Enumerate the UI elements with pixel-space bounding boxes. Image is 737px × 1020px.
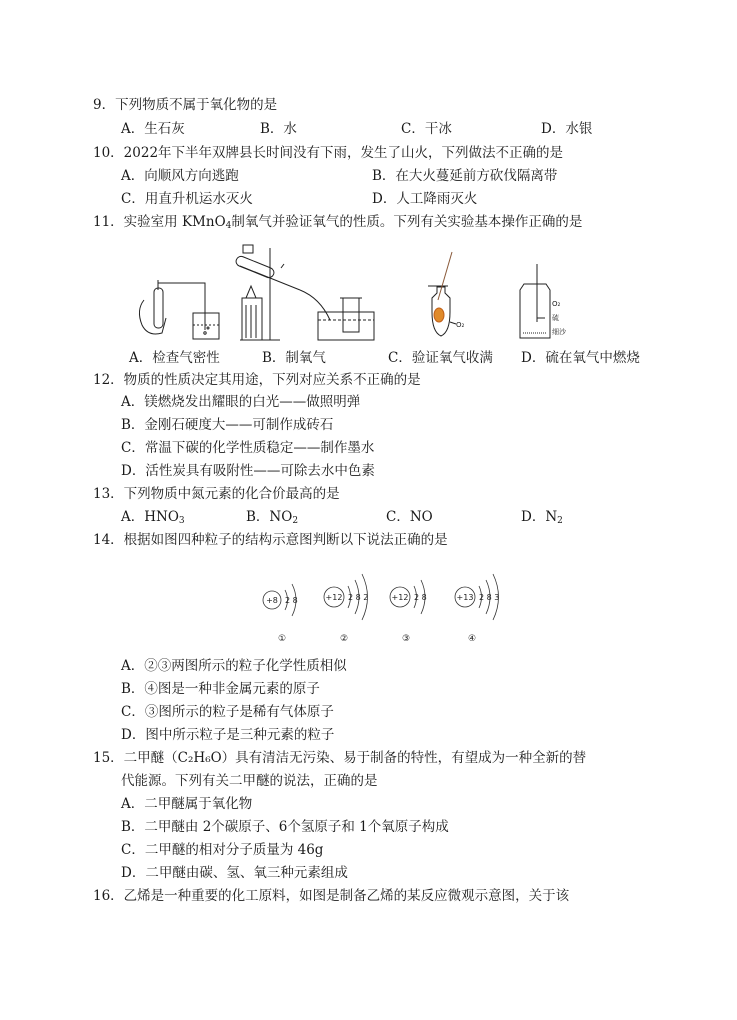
q13-option-b: B．$NO_2$ [246, 509, 299, 526]
particle-2-nucleus: +12 [325, 593, 343, 602]
q12-option-d: D．活性炭具有吸附性——可除去水中色素 [121, 463, 375, 479]
q14-option-a: A．②③两图所示的粒子化学性质相似 [121, 658, 347, 674]
q15-option-a: A．二甲醚属于氧化物 [121, 796, 253, 812]
q10-option-c: C．用直升机运水灭火 [121, 191, 253, 207]
q14-option-b: B．④图是一种非金属元素的原子 [121, 681, 320, 697]
q14-option-d: D．图中所示粒子是三种元素的粒子 [121, 727, 335, 743]
q13-stem: 13．下列物质中氮元素的化合价最高的是 [93, 486, 340, 502]
q9-option-d: D．水银 [541, 121, 593, 137]
q15-stem-line2: 代能源。下列有关二甲醚的说法，正确的是 [121, 773, 378, 789]
particle-4-shells: 2 8 3 [479, 593, 500, 602]
q16-stem: 16．乙烯是一种重要的化工原料，如图是制备乙烯的某反应微观示意图，关于该 [93, 888, 570, 904]
particle-3-shells: 2 8 [414, 593, 427, 602]
q11-option-d: D．硫在氧气中燃烧 [521, 350, 640, 366]
particle-2-shells: 2 8 2 [348, 593, 369, 602]
q9-stem: 9．下列物质不属于氧化物的是 [93, 97, 278, 113]
particle-1-nucleus: +8 [266, 596, 278, 605]
q9-option-c: C．干冰 [401, 121, 452, 137]
q9-option-a: A．生石灰 [121, 121, 185, 137]
q10-option-a: A．向顺风方向逃跑 [121, 168, 239, 184]
q9-option-b: B．水 [260, 121, 297, 137]
q10-option-b: B．在大火蔓延前方砍伐隔离带 [372, 168, 558, 184]
q11-option-a: A．检查气密性 [129, 350, 220, 366]
q15-option-c: C．二甲醚的相对分子质量为 46g [121, 842, 324, 858]
particle-1-shells: 2 8 [285, 596, 298, 605]
particle-3-nucleus: +12 [391, 593, 409, 602]
q15-option-b: B．二甲醚由 2个碳原子、6个氢原子和 1个氧原子构成 [121, 819, 449, 835]
q13-option-a: A．$HNO_3$ [121, 509, 185, 526]
q11-option-b: B．制氧气 [262, 350, 326, 366]
q15-option-d: D．二甲醚由碳、氢、氧三种元素组成 [121, 865, 348, 881]
figure-c-o2-label: O₂ [456, 321, 465, 329]
q13-option-d: D．$N_2$ [521, 509, 563, 526]
figure-d-sand-label: 细沙 [552, 328, 566, 336]
q14-stem: 14．根据如图四种粒子的结构示意图判断以下说法正确的是 [93, 532, 448, 548]
q11-option-c: C．验证氧气收满 [388, 350, 493, 366]
q12-option-a: A．镁燃烧发出耀眼的白光——做照明弹 [121, 394, 361, 410]
q12-option-c: C．常温下碳的化学性质稳定——制作墨水 [121, 440, 375, 456]
particle-2-number: ② [339, 634, 349, 644]
q12-stem: 12．物质的性质决定其用途，下列对应关系不正确的是 [93, 372, 421, 388]
q13-option-c: C．NO [386, 509, 433, 525]
q10-option-d: D．人工降雨灭火 [372, 191, 478, 207]
figure-d-o2-label: O₂ [552, 300, 561, 308]
particle-1-number: ① [277, 634, 287, 644]
q15-stem-line1: 15．二甲醚（C₂H₆O）具有清洁无污染、易于制备的特性，有望成为一种全新的替 [93, 750, 587, 766]
q10-stem: 10．2022年下半年双牌县长时间没有下雨，发生了山火，下列做法不正确的是 [93, 145, 564, 161]
particle-3-number: ③ [401, 634, 411, 644]
q12-option-b: B．金刚石硬度大——可制作成砖石 [121, 417, 334, 433]
figure-d-sulfur-label: 硫 [552, 314, 559, 322]
particle-4-number: ④ [467, 634, 477, 644]
particle-4-nucleus: +13 [456, 593, 474, 602]
q11-stem: 11．实验室用 KMnO$_4$制氧气并验证氧气的性质。下列有关实验基本操作正确的是 [93, 214, 583, 231]
q14-option-c: C．③图所示的粒子是稀有气体原子 [121, 704, 334, 720]
